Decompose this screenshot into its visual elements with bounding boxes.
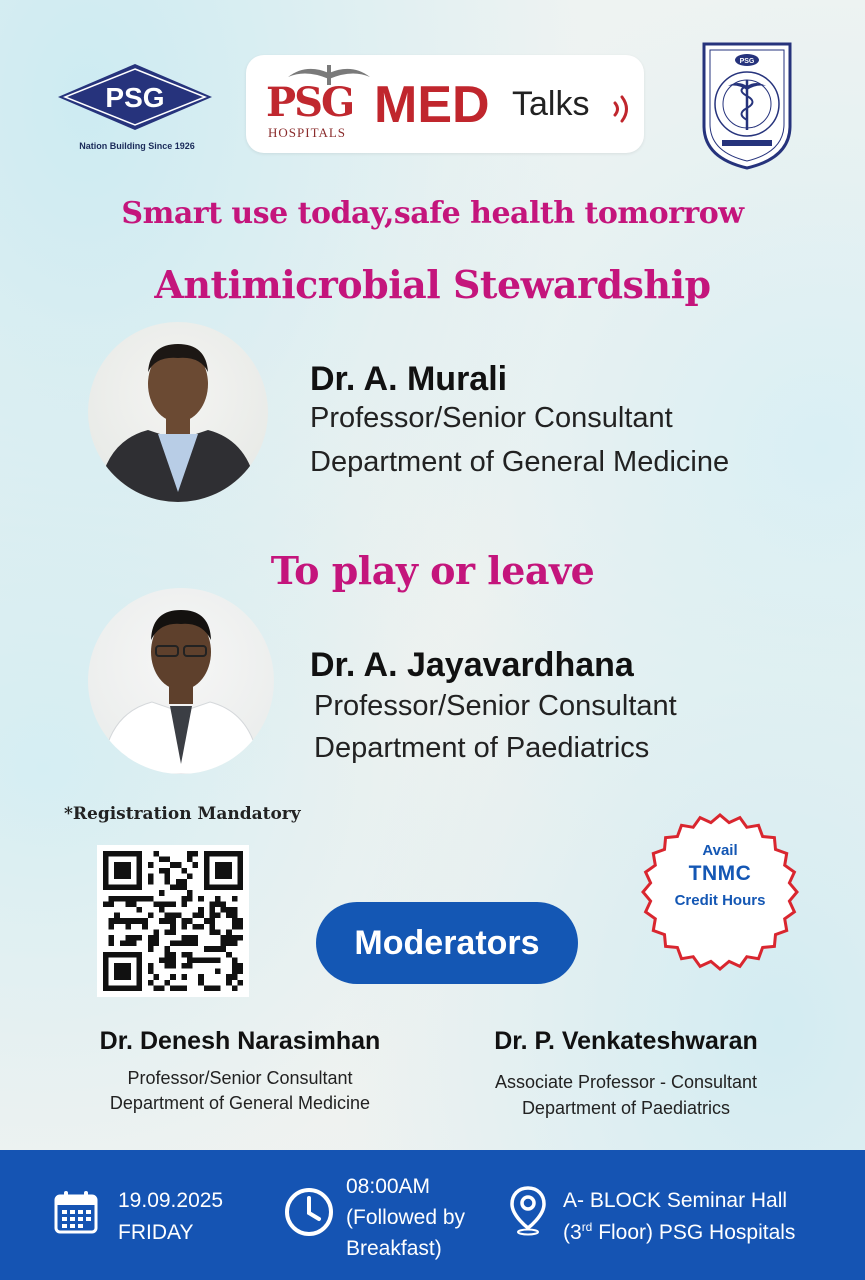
medtalks-talks: Talks bbox=[512, 85, 590, 123]
topic-title-2: To play or leave bbox=[270, 548, 595, 593]
event-time-value: 08:00AM bbox=[346, 1175, 431, 1198]
speaker-photo-1 bbox=[88, 322, 268, 502]
venue-line-1: A- BLOCK Seminar Hall bbox=[563, 1189, 788, 1212]
moderator-2-role: Associate Professor - Consultant bbox=[494, 1072, 758, 1092]
badge-line-2: TNMC bbox=[688, 862, 752, 885]
medtalks-med: MED bbox=[374, 76, 490, 134]
moderator-1-name: Dr. Denesh Narasimhan bbox=[99, 1027, 381, 1055]
psg-logo-text: PSG bbox=[105, 82, 165, 113]
event-time-note-1: (Followed by bbox=[346, 1206, 466, 1229]
tnmc-badge-text bbox=[640, 842, 800, 909]
speaker-1-role: Professor/Senior Consultant bbox=[310, 402, 673, 434]
registration-note: *Registration Mandatory bbox=[64, 804, 301, 824]
emblem-label: PSG bbox=[739, 58, 755, 65]
clock-icon bbox=[283, 1186, 335, 1238]
location-pin-icon bbox=[506, 1184, 550, 1236]
psg-logo bbox=[56, 62, 214, 132]
calendar-icon bbox=[52, 1188, 100, 1236]
event-time-note-2: Breakfast) bbox=[346, 1237, 442, 1260]
venue-floor-suffix: rd bbox=[581, 1220, 593, 1234]
medtalks-psg: PSG bbox=[266, 79, 354, 126]
venue-line-2-suffix: Floor) PSG Hospitals bbox=[592, 1221, 796, 1244]
registration-qr-code[interactable] bbox=[97, 845, 249, 997]
event-date bbox=[118, 1185, 223, 1249]
event-date-value: 19.09.2025 bbox=[118, 1189, 224, 1212]
event-tagline: Smart use today,safe health tomorrow bbox=[121, 196, 744, 231]
sound-wave-icon bbox=[612, 91, 636, 127]
speaker-2-name: Dr. A. Jayavardhana bbox=[310, 646, 634, 684]
moderator-2-name: Dr. P. Venkateshwaran bbox=[494, 1027, 758, 1055]
event-venue bbox=[563, 1185, 795, 1249]
speaker-1-name: Dr. A. Murali bbox=[310, 360, 508, 398]
moderator-1-department: Department of General Medicine bbox=[109, 1093, 371, 1113]
venue-line-2 bbox=[563, 1217, 795, 1249]
speaker-2-department: Department of Paediatrics bbox=[314, 732, 650, 764]
institute-emblem bbox=[698, 40, 796, 172]
moderator-2-department: Department of Paediatrics bbox=[521, 1098, 731, 1118]
medtalks-logo bbox=[246, 55, 644, 153]
moderator-1-role: Professor/Senior Consultant bbox=[127, 1068, 353, 1088]
moderators-label: Moderators bbox=[316, 902, 578, 984]
speaker-2-role: Professor/Senior Consultant bbox=[314, 690, 677, 722]
medtalks-hospitals: HOSPITALS bbox=[268, 125, 347, 140]
venue-line-2-prefix: (3 bbox=[563, 1221, 582, 1244]
event-day: FRIDAY bbox=[118, 1221, 194, 1244]
topic-title-1: Antimicrobial Stewardship bbox=[154, 262, 711, 307]
badge-line-3: Credit Hours bbox=[674, 892, 766, 909]
speaker-photo-2 bbox=[88, 588, 274, 774]
badge-line-1: Avail bbox=[702, 842, 738, 859]
psg-tagline: Nation Building Since 1926 bbox=[79, 141, 195, 151]
event-time bbox=[346, 1171, 465, 1264]
speaker-1-department: Department of General Medicine bbox=[310, 446, 730, 478]
